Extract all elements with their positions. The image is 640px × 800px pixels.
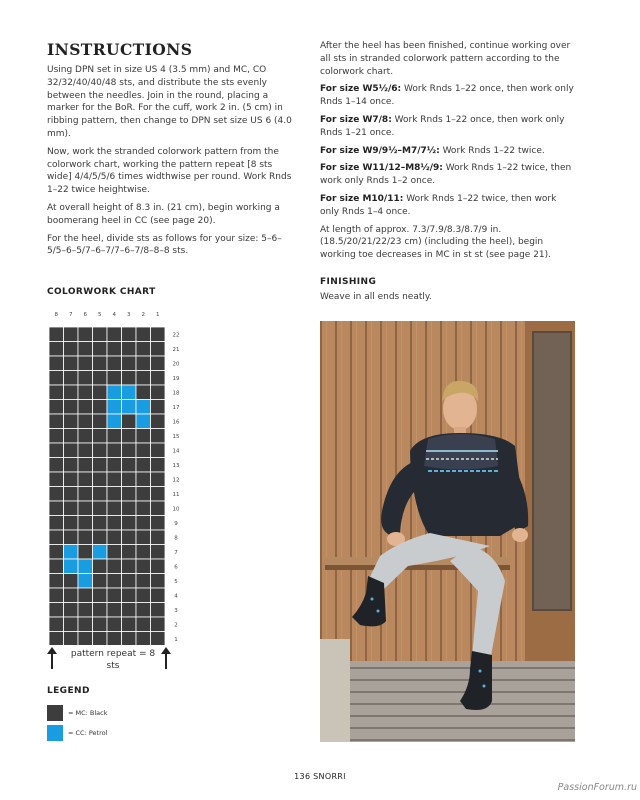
chart-cell bbox=[151, 501, 166, 516]
chart-cell bbox=[78, 414, 93, 429]
chart-cell bbox=[136, 487, 151, 502]
chart-cell bbox=[136, 342, 151, 357]
row-label: 17 bbox=[172, 404, 180, 411]
chart-cell bbox=[136, 371, 151, 386]
instructions-paragraph-heel: At overall height of 8.3 in. (21 cm), begin working a boomerang heel in CC (see page 20). bbox=[47, 202, 280, 226]
row-label: 15 bbox=[172, 433, 180, 440]
chart-cell bbox=[64, 530, 79, 545]
chart-cell bbox=[49, 545, 64, 560]
chart-cell bbox=[107, 327, 122, 342]
row-label: 22 bbox=[172, 332, 180, 339]
chart-cell bbox=[107, 443, 122, 458]
chart-cell bbox=[122, 458, 137, 473]
chart-cell bbox=[78, 530, 93, 545]
chart-cell bbox=[64, 458, 79, 473]
row-label: 1 bbox=[174, 636, 178, 643]
chart-cell bbox=[93, 603, 108, 618]
arrow-up-icon bbox=[47, 647, 57, 669]
chart-cell bbox=[122, 603, 137, 618]
chart-cell bbox=[151, 472, 166, 487]
row-label: 21 bbox=[172, 346, 180, 353]
chart-cell bbox=[151, 588, 166, 603]
pattern-repeat-label: pattern repeat = 8 sts bbox=[70, 649, 156, 671]
chart-cell bbox=[151, 458, 166, 473]
chart-cell bbox=[122, 385, 137, 400]
size-label: For size W5½/6: bbox=[320, 84, 402, 95]
chart-cell bbox=[49, 342, 64, 357]
continuation-section bbox=[320, 40, 578, 267]
chart-cell bbox=[78, 574, 93, 589]
row-label: 10 bbox=[172, 506, 180, 513]
instructions-paragraph-heel-division: For the heel, divide sts as follows for your size: 5–6–5/5–6–5/7–6–7/7–6–7/8–8–8 sts. bbox=[47, 233, 282, 257]
chart-cell bbox=[107, 458, 122, 473]
chart-cell bbox=[78, 327, 93, 342]
chart-cell bbox=[78, 385, 93, 400]
chart-cell bbox=[107, 574, 122, 589]
chart-cell bbox=[93, 429, 108, 444]
chart-cell bbox=[78, 371, 93, 386]
mc-swatch bbox=[47, 705, 63, 721]
chart-cell bbox=[107, 356, 122, 371]
chart-cell bbox=[78, 516, 93, 531]
size-instruction bbox=[320, 193, 578, 219]
stitch-label: 4 bbox=[112, 312, 116, 318]
finishing-heading: FINISHING bbox=[320, 277, 377, 287]
chart-cell bbox=[136, 516, 151, 531]
chart-cell bbox=[122, 574, 137, 589]
chart-cell bbox=[78, 632, 93, 646]
chart-cell bbox=[151, 574, 166, 589]
chart-cell bbox=[78, 443, 93, 458]
chart-cell bbox=[93, 400, 108, 415]
chart-cell bbox=[78, 429, 93, 444]
chart-cell bbox=[78, 472, 93, 487]
chart-cell bbox=[136, 603, 151, 618]
chart-cell bbox=[49, 487, 64, 502]
chart-cell bbox=[107, 632, 122, 646]
row-label: 7 bbox=[174, 549, 178, 556]
chart-cell bbox=[64, 371, 79, 386]
chart-cell bbox=[64, 400, 79, 415]
size-label: For size W9/9½–M7/7½: bbox=[320, 145, 440, 156]
chart-cell bbox=[151, 429, 166, 444]
chart-cell bbox=[107, 603, 122, 618]
chart-cell bbox=[78, 588, 93, 603]
size-text: Work Rnds 1–22 once, then work only Rnds 1–21 once. bbox=[320, 114, 565, 138]
chart-cell bbox=[64, 603, 79, 618]
row-label: 11 bbox=[172, 491, 180, 498]
chart-cell bbox=[64, 443, 79, 458]
chart-cell bbox=[93, 632, 108, 646]
chart-cell bbox=[49, 414, 64, 429]
chart-cell bbox=[78, 356, 93, 371]
size-text: Work Rnds 1–22 twice. bbox=[439, 145, 545, 156]
chart-cell bbox=[49, 632, 64, 646]
chart-cell bbox=[107, 472, 122, 487]
row-label: 5 bbox=[174, 578, 178, 585]
finishing-text: Weave in all ends neatly. bbox=[320, 292, 432, 302]
chart-cell bbox=[122, 545, 137, 560]
chart-cell bbox=[107, 516, 122, 531]
chart-cell bbox=[93, 588, 108, 603]
chart-cell bbox=[136, 400, 151, 415]
chart-cell bbox=[49, 443, 64, 458]
chart-cell bbox=[122, 371, 137, 386]
chart-cell bbox=[122, 414, 137, 429]
chart-cell bbox=[151, 516, 166, 531]
chart-cell bbox=[151, 356, 166, 371]
chart-cell bbox=[122, 617, 137, 632]
chart-cell bbox=[107, 371, 122, 386]
arrow-up-icon bbox=[161, 647, 171, 669]
chart-cell bbox=[93, 371, 108, 386]
chart-cell bbox=[122, 327, 137, 342]
chart-cell bbox=[107, 545, 122, 560]
chart-cell bbox=[78, 400, 93, 415]
chart-cell bbox=[122, 472, 137, 487]
chart-cell bbox=[93, 559, 108, 574]
chart-cell bbox=[122, 516, 137, 531]
pattern-repeat-indicator bbox=[47, 645, 177, 675]
row-label: 12 bbox=[172, 477, 180, 484]
row-label: 14 bbox=[172, 448, 180, 455]
chart-cell bbox=[64, 574, 79, 589]
chart-cell bbox=[151, 327, 166, 342]
chart-cell bbox=[93, 385, 108, 400]
chart-cell bbox=[107, 559, 122, 574]
chart-cell bbox=[93, 617, 108, 632]
chart-cell bbox=[107, 617, 122, 632]
chart-cell bbox=[122, 443, 137, 458]
stitch-label: 2 bbox=[141, 312, 145, 318]
chart-cell bbox=[78, 342, 93, 357]
chart-cell bbox=[64, 472, 79, 487]
chart-cell bbox=[64, 516, 79, 531]
chart-cell bbox=[64, 385, 79, 400]
model-photo bbox=[320, 321, 575, 742]
size-label: For size W11/12–M8½/9: bbox=[320, 163, 443, 174]
stitch-label: 8 bbox=[54, 312, 58, 318]
chart-cell bbox=[78, 603, 93, 618]
row-label: 3 bbox=[174, 607, 178, 614]
chart-cell bbox=[64, 559, 79, 574]
chart-cell bbox=[136, 327, 151, 342]
chart-cell bbox=[151, 400, 166, 415]
chart-cell bbox=[64, 342, 79, 357]
continuation-paragraph: After the heel has been finished, continue working over all sts in stranded colorwork pattern according to the colorwork chart. bbox=[320, 41, 571, 77]
chart-cell bbox=[49, 530, 64, 545]
chart-cell bbox=[93, 414, 108, 429]
chart-cell bbox=[122, 530, 137, 545]
watermark: PassionForum.ru bbox=[557, 782, 637, 793]
instructions-section bbox=[47, 40, 297, 263]
size-label: For size W7/8: bbox=[320, 114, 392, 125]
chart-cell bbox=[107, 400, 122, 415]
chart-cell bbox=[93, 530, 108, 545]
chart-cell bbox=[136, 356, 151, 371]
chart-cell bbox=[64, 588, 79, 603]
row-label: 19 bbox=[172, 375, 180, 382]
chart-cell bbox=[49, 371, 64, 386]
chart-cell bbox=[49, 501, 64, 516]
chart-cell bbox=[93, 458, 108, 473]
chart-cell bbox=[93, 356, 108, 371]
instructions-title: INSTRUCTIONS bbox=[47, 40, 193, 59]
chart-cell bbox=[49, 327, 64, 342]
chart-cell bbox=[107, 487, 122, 502]
row-label: 2 bbox=[174, 622, 178, 629]
chart-cell bbox=[151, 545, 166, 560]
chart-cell bbox=[151, 342, 166, 357]
chart-cell bbox=[136, 632, 151, 646]
chart-cell bbox=[122, 501, 137, 516]
chart-cell bbox=[151, 371, 166, 386]
chart-cell bbox=[64, 487, 79, 502]
stitch-label: 5 bbox=[98, 312, 102, 318]
chart-cell bbox=[64, 327, 79, 342]
chart-cell bbox=[136, 588, 151, 603]
chart-cell bbox=[64, 414, 79, 429]
chart-cell bbox=[107, 414, 122, 429]
finishing-section bbox=[320, 277, 578, 309]
colorwork-chart bbox=[40, 305, 200, 645]
chart-cell bbox=[107, 588, 122, 603]
chart-cell bbox=[136, 559, 151, 574]
chart-cell bbox=[122, 487, 137, 502]
cc-swatch bbox=[47, 725, 63, 741]
chart-cell bbox=[151, 617, 166, 632]
chart-cell bbox=[107, 501, 122, 516]
chart-cell bbox=[136, 501, 151, 516]
size-instruction bbox=[320, 145, 578, 158]
chart-cell bbox=[122, 588, 137, 603]
chart-cell bbox=[49, 400, 64, 415]
chart-cell bbox=[151, 385, 166, 400]
chart-cell bbox=[93, 501, 108, 516]
chart-cell bbox=[122, 559, 137, 574]
page-number: 136 SNORRI bbox=[294, 772, 346, 781]
chart-cell bbox=[151, 443, 166, 458]
chart-cell bbox=[93, 545, 108, 560]
chart-cell bbox=[136, 545, 151, 560]
size-instruction bbox=[320, 83, 578, 109]
chart-cell bbox=[64, 501, 79, 516]
legend-item-mc bbox=[47, 705, 108, 721]
chart-cell bbox=[136, 385, 151, 400]
chart-cell bbox=[151, 530, 166, 545]
chart-cell bbox=[151, 632, 166, 646]
chart-cell bbox=[136, 429, 151, 444]
size-label: For size M10/11: bbox=[320, 193, 404, 204]
chart-cell bbox=[122, 342, 137, 357]
chart-cell bbox=[78, 487, 93, 502]
chart-cell bbox=[64, 632, 79, 646]
chart-cell bbox=[93, 472, 108, 487]
chart-cell bbox=[64, 545, 79, 560]
chart-cell bbox=[64, 617, 79, 632]
chart-cell bbox=[78, 617, 93, 632]
row-label: 16 bbox=[172, 419, 180, 426]
chart-cell bbox=[49, 588, 64, 603]
chart-cell bbox=[122, 400, 137, 415]
chart-cell bbox=[49, 356, 64, 371]
chart-cell bbox=[93, 516, 108, 531]
chart-cell bbox=[93, 342, 108, 357]
photo-illustration bbox=[320, 321, 575, 742]
chart-cell bbox=[151, 603, 166, 618]
size-instruction bbox=[320, 114, 578, 140]
chart-cell bbox=[49, 603, 64, 618]
chart-cell bbox=[107, 342, 122, 357]
row-label: 9 bbox=[174, 520, 178, 527]
chart-cell bbox=[136, 574, 151, 589]
size-text: Work Rnds 1–22 once, then work only Rnds 1–14 once. bbox=[320, 84, 574, 108]
chart-cell bbox=[49, 458, 64, 473]
length-paragraph: At length of approx. 7.3/7.9/8.3/8.7/9 in. (18.5/20/21/22/23 cm) (including the heel), begin working toe decreases in MC in st st (see page 21). bbox=[320, 224, 552, 261]
chart-cell bbox=[107, 385, 122, 400]
chart-heading: COLORWORK CHART bbox=[47, 287, 156, 297]
chart-cell bbox=[49, 429, 64, 444]
chart-cell bbox=[49, 472, 64, 487]
chart-cell bbox=[49, 617, 64, 632]
chart-cell bbox=[136, 530, 151, 545]
chart-cell bbox=[107, 429, 122, 444]
chart-cell bbox=[136, 414, 151, 429]
chart-cell bbox=[64, 356, 79, 371]
chart-cell bbox=[78, 458, 93, 473]
chart-cell bbox=[78, 501, 93, 516]
chart-cell bbox=[49, 516, 64, 531]
legend-item-cc bbox=[47, 725, 107, 741]
chart-cell bbox=[93, 487, 108, 502]
chart-cell bbox=[151, 414, 166, 429]
chart-cell bbox=[93, 327, 108, 342]
legend-mc-label: = MC: Black bbox=[68, 709, 108, 717]
chart-cell bbox=[64, 429, 79, 444]
instructions-paragraph-colorwork: Now, work the stranded colorwork pattern from the colorwork chart, working the pattern repeat [8 sts wide] 4/4/5/5/6 times widthwise per round. Work Rnds 1–22 twice heightwise. bbox=[47, 146, 292, 196]
row-label: 20 bbox=[172, 361, 180, 368]
size-instruction bbox=[320, 162, 578, 188]
stitch-label: 7 bbox=[69, 312, 73, 318]
size-text: Work Rnds 1–22 twice, then work only Rnds 1–2 once. bbox=[320, 163, 572, 187]
stitch-label: 1 bbox=[156, 312, 160, 318]
instructions-paragraph-cast-on: Using DPN set in size US 4 (3.5 mm) and MC, CO 32/32/40/40/48 sts, and distribute the sts evenly between the needles. Join in the round, placing a marker for the BoR. For the cuff, work 2 in. (5 cm) in ribbing pattern, then change to DPN set size US 6 (4.0 mm). bbox=[47, 65, 292, 139]
row-label: 13 bbox=[172, 462, 180, 469]
chart-cell bbox=[78, 545, 93, 560]
stitch-label: 6 bbox=[83, 312, 87, 318]
chart-cell bbox=[136, 458, 151, 473]
chart-cell bbox=[78, 559, 93, 574]
chart-cell bbox=[122, 632, 137, 646]
chart-cell bbox=[49, 385, 64, 400]
chart-cell bbox=[49, 559, 64, 574]
chart-cell bbox=[93, 574, 108, 589]
chart-cell bbox=[49, 574, 64, 589]
chart-cell bbox=[151, 487, 166, 502]
stitch-label: 3 bbox=[127, 312, 131, 318]
chart-cell bbox=[136, 472, 151, 487]
row-label: 4 bbox=[174, 593, 178, 600]
chart-cell bbox=[136, 443, 151, 458]
chart-cell bbox=[107, 530, 122, 545]
size-text: Work Rnds 1–22 twice, then work only Rnds 1–4 once. bbox=[320, 193, 557, 217]
row-label: 18 bbox=[172, 390, 180, 397]
chart-cell bbox=[151, 559, 166, 574]
legend-heading: LEGEND bbox=[47, 686, 90, 696]
chart-cell bbox=[136, 617, 151, 632]
chart-cell bbox=[122, 429, 137, 444]
chart-cell bbox=[122, 356, 137, 371]
legend-cc-label: = CC: Petrol bbox=[68, 729, 108, 737]
row-label: 8 bbox=[174, 535, 178, 542]
row-label: 6 bbox=[174, 564, 178, 571]
chart-cell bbox=[93, 443, 108, 458]
